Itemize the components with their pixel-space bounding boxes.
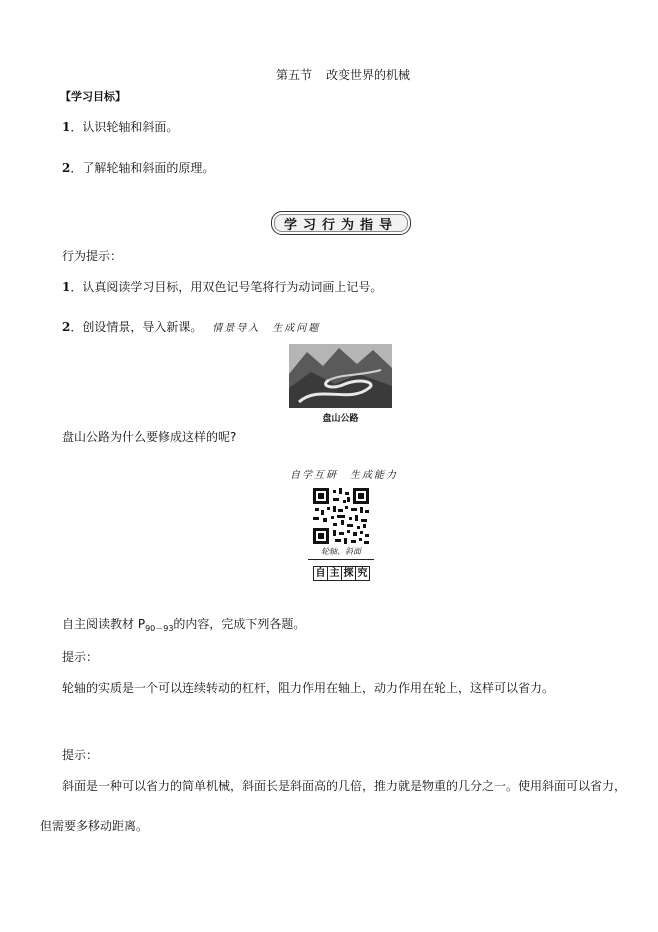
self-explore-box — [313, 566, 370, 581]
mountain-road-photo — [289, 344, 392, 408]
guidance-item-2 — [62, 318, 320, 335]
qr-caption: 轮轴、斜面 — [321, 547, 361, 556]
objective-item-2 — [62, 159, 214, 176]
objective-item-1 — [62, 118, 178, 135]
objective-number: 1 — [62, 120, 71, 134]
objective-text: ．了解轮轴和斜面的原理。 — [70, 161, 215, 175]
objective-text: ．认识轮轴和斜面。 — [70, 120, 179, 134]
box-char: 究 — [357, 568, 368, 579]
scenario-note: 情景导入 生成问题 — [212, 323, 321, 334]
hint-text-2-line1: 斜面是一种可以省力的简单机械，斜面长是斜面高的几倍，推力就是物重的几分之一。使用斜面可以省力， — [62, 779, 627, 793]
hint-text-1: 轮轴的实质是一个可以连续转动的杠杆，阻力作用在轴上，动力作用在轮上，这样可以省力。 — [62, 681, 555, 695]
reading-pages: 90－93 — [145, 624, 174, 633]
guidance-number: 1 — [62, 280, 71, 294]
hint-text-2-line2: 但需要多移动距离。 — [40, 819, 149, 833]
box-char: 探 — [342, 567, 356, 580]
guidance-number: 2 — [62, 320, 71, 334]
objective-number: 2 — [62, 161, 71, 175]
box-char: 主 — [328, 567, 342, 580]
guidance-text: ．创设情景，导入新课。 — [70, 320, 203, 334]
guidance-item-1 — [62, 278, 382, 295]
box-char: 自 — [314, 567, 328, 580]
photo-caption: 盘山公路 — [322, 414, 359, 424]
reading-suffix: 的内容，完成下列各题。 — [173, 617, 306, 631]
reading-instruction — [62, 615, 305, 634]
section-banner: 学习行为指导 — [271, 211, 411, 235]
hint-label-2: 提示： — [62, 748, 99, 762]
guidance-text: ．认真阅读学习目标，用双色记号笔将行为动词画上记号。 — [70, 280, 383, 294]
title-section: 第五节 — [276, 68, 313, 82]
guidance-heading: 行为提示： — [62, 249, 123, 263]
reading-prefix: 自主阅读教材 P — [62, 617, 146, 631]
question-text: 盘山公路为什么要修成这样的呢? — [62, 430, 237, 444]
page-title — [276, 66, 410, 83]
objectives-heading: 【学习目标】 — [60, 90, 126, 103]
divider — [308, 559, 374, 560]
self-study-label: 自学互研 生成能力 — [290, 470, 398, 481]
title-topic: 改变世界的机械 — [326, 68, 411, 82]
qr-code[interactable] — [313, 488, 369, 544]
hint-label-1: 提示： — [62, 650, 99, 664]
